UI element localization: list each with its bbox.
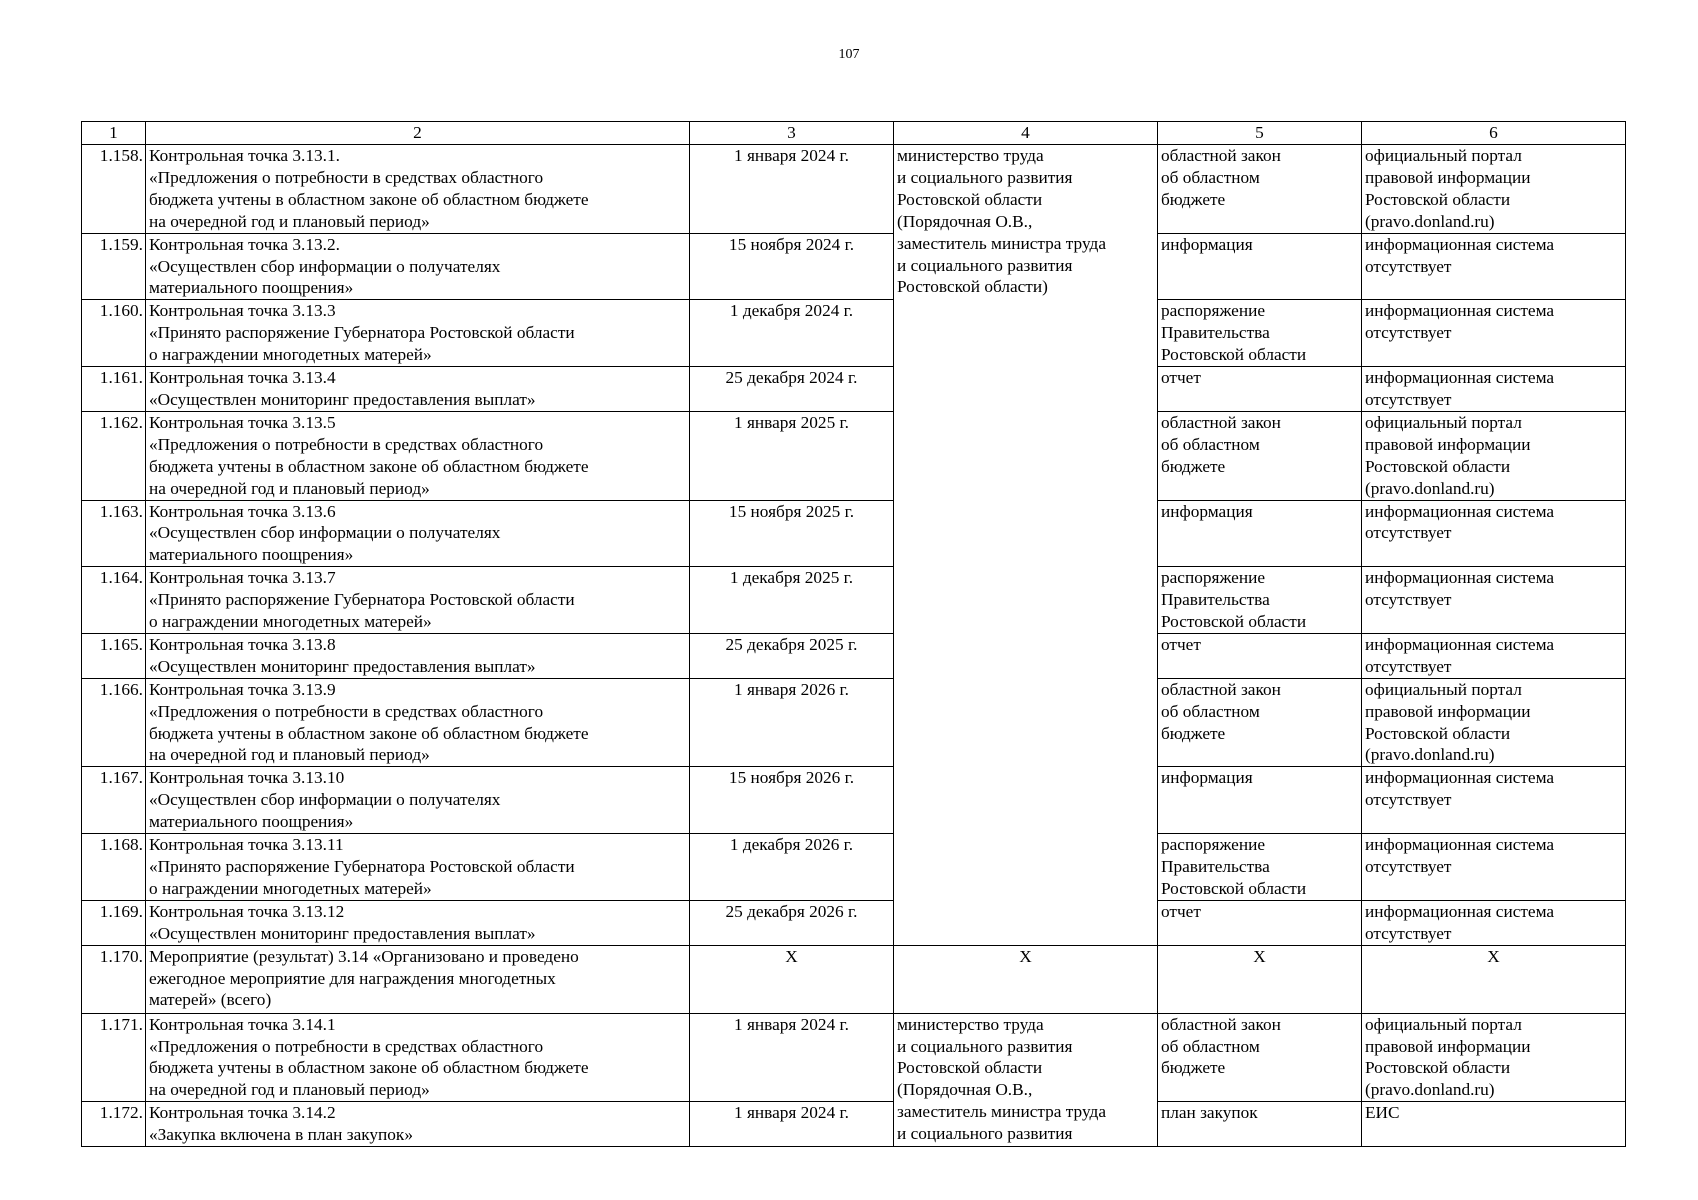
row-number: 1.166. [82,678,146,767]
row-info-system: официальный портал правовой информации Ростовской области (pravo.donland.ru) [1362,678,1626,767]
row-number: 1.170. [82,945,146,1013]
row-info-system: информационная система отсутствует [1362,633,1626,678]
row-info-system: информационная система отсутствует [1362,567,1626,634]
row-title: Контрольная точка 3.13.3 «Принято распоряжение Губернатора Ростовской области о награждении многодетных матерей» [146,300,690,367]
row-date: 1 декабря 2026 г. [690,834,894,901]
row-title: Контрольная точка 3.13.8 «Осуществлен мониторинг предоставления выплат» [146,633,690,678]
header-row [82,122,1626,145]
row-info-system: информационная система отсутствует [1362,500,1626,567]
table-row [82,834,1626,901]
table-row [82,633,1626,678]
row-date: 1 января 2025 г. [690,411,894,500]
row-title: Мероприятие (результат) 3.14 «Организовано и проведено ежегодное мероприятие для награждения многодетных матерей» (всего) [146,945,690,1013]
row-info-system: информационная система отсутствует [1362,367,1626,412]
row-date: 1 января 2024 г. [690,1013,894,1102]
row-number: 1.162. [82,411,146,500]
row-title: Контрольная точка 3.13.6 «Осуществлен сбор информации о получателях материального поощрения» [146,500,690,567]
table-row [82,1013,1626,1102]
row-number: 1.158. [82,145,146,234]
row-title: Контрольная точка 3.13.5 «Предложения о потребности в средствах областного бюджета учтены в областном законе об областном бюджете на очередной год и плановый период» [146,411,690,500]
row-number: 1.167. [82,767,146,834]
row-date: X [690,945,894,1013]
row-info-system: X [1362,945,1626,1013]
table-row [82,500,1626,567]
row-title: Контрольная точка 3.13.10 «Осуществлен сбор информации о получателях материального поощрения» [146,767,690,834]
row-info-system: официальный портал правовой информации Ростовской области (pravo.donland.ru) [1362,411,1626,500]
table-row [82,145,1626,234]
row-info-system: информационная система отсутствует [1362,834,1626,901]
row-date: 25 декабря 2026 г. [690,900,894,945]
row-info-system: информационная система отсутствует [1362,233,1626,300]
row-date: 15 ноября 2025 г. [690,500,894,567]
row-document: распоряжение Правительства Ростовской области [1158,834,1362,901]
row-number: 1.171. [82,1013,146,1102]
row-document: областной закон об областном бюджете [1158,678,1362,767]
row-document: план закупок [1158,1102,1362,1147]
table-row [82,233,1626,300]
row-number: 1.169. [82,900,146,945]
row-number: 1.168. [82,834,146,901]
header-cell: 2 [146,122,690,145]
row-document: информация [1158,767,1362,834]
table-row [82,411,1626,500]
row-info-system: официальный портал правовой информации Ростовской области (pravo.donland.ru) [1362,1013,1626,1102]
header-cell: 5 [1158,122,1362,145]
row-title: Контрольная точка 3.13.9 «Предложения о потребности в средствах областного бюджета учтены в областном законе об областном бюджете на очередной год и плановый период» [146,678,690,767]
row-document: распоряжение Правительства Ростовской области [1158,300,1362,367]
row-date: 25 декабря 2025 г. [690,633,894,678]
table-row [82,945,1626,1013]
table-row [82,767,1626,834]
row-date: 15 ноября 2024 г. [690,233,894,300]
row-number: 1.163. [82,500,146,567]
row-document: распоряжение Правительства Ростовской области [1158,567,1362,634]
header-cell: 1 [82,122,146,145]
responsible-executor: министерство труда и социального развития Ростовской области (Порядочная О.В., заместитель министра труда и социального развития Ростовской области) [894,145,1158,946]
row-date: 1 декабря 2024 г. [690,300,894,367]
row-date: 1 января 2024 г. [690,1102,894,1147]
row-title: Контрольная точка 3.13.2. «Осуществлен сбор информации о получателях материального поощрения» [146,233,690,300]
header-cell: 6 [1362,122,1626,145]
row-number: 1.161. [82,367,146,412]
row-title: Контрольная точка 3.13.1. «Предложения о потребности в средствах областного бюджета учтены в областном законе об областном бюджете на очередной год и плановый период» [146,145,690,234]
row-date: 25 декабря 2024 г. [690,367,894,412]
row-document: отчет [1158,900,1362,945]
row-date: 1 декабря 2025 г. [690,567,894,634]
header-cell: 4 [894,122,1158,145]
page-number: 107 [838,47,860,62]
row-number: 1.165. [82,633,146,678]
row-document: отчет [1158,367,1362,412]
plan-table [81,121,1626,1147]
row-title: Контрольная точка 3.13.4 «Осуществлен мониторинг предоставления выплат» [146,367,690,412]
row-document: информация [1158,233,1362,300]
responsible-executor: министерство труда и социального развития Ростовской области (Порядочная О.В., заместитель министра труда и социального развития [894,1013,1158,1146]
row-info-system: информационная система отсутствует [1362,900,1626,945]
header-cell: 3 [690,122,894,145]
row-title: Контрольная точка 3.14.2 «Закупка включена в план закупок» [146,1102,690,1147]
row-document: X [1158,945,1362,1013]
table-row [82,678,1626,767]
row-date: 1 января 2024 г. [690,145,894,234]
row-date: 1 января 2026 г. [690,678,894,767]
row-number: 1.160. [82,300,146,367]
row-title: Контрольная точка 3.13.11 «Принято распоряжение Губернатора Ростовской области о награждении многодетных матерей» [146,834,690,901]
row-number: 1.159. [82,233,146,300]
table-row [82,900,1626,945]
row-document: областной закон об областном бюджете [1158,411,1362,500]
row-title: Контрольная точка 3.14.1 «Предложения о потребности в средствах областного бюджета учтены в областном законе об областном бюджете на очередной год и плановый период» [146,1013,690,1102]
row-number: 1.164. [82,567,146,634]
row-document: информация [1158,500,1362,567]
row-title: Контрольная точка 3.13.12 «Осуществлен мониторинг предоставления выплат» [146,900,690,945]
row-date: 15 ноября 2026 г. [690,767,894,834]
row-info-system: информационная система отсутствует [1362,300,1626,367]
row-info-system: ЕИС [1362,1102,1626,1147]
row-document: отчет [1158,633,1362,678]
table-row [82,300,1626,367]
row-responsible: X [894,945,1158,1013]
table-row [82,1102,1626,1147]
row-info-system: информационная система отсутствует [1362,767,1626,834]
row-info-system: официальный портал правовой информации Ростовской области (pravo.donland.ru) [1362,145,1626,234]
row-document: областной закон об областном бюджете [1158,145,1362,234]
row-number: 1.172. [82,1102,146,1147]
table-row [82,367,1626,412]
row-document: областной закон об областном бюджете [1158,1013,1362,1102]
table-row [82,567,1626,634]
row-title: Контрольная точка 3.13.7 «Принято распоряжение Губернатора Ростовской области о награждении многодетных матерей» [146,567,690,634]
